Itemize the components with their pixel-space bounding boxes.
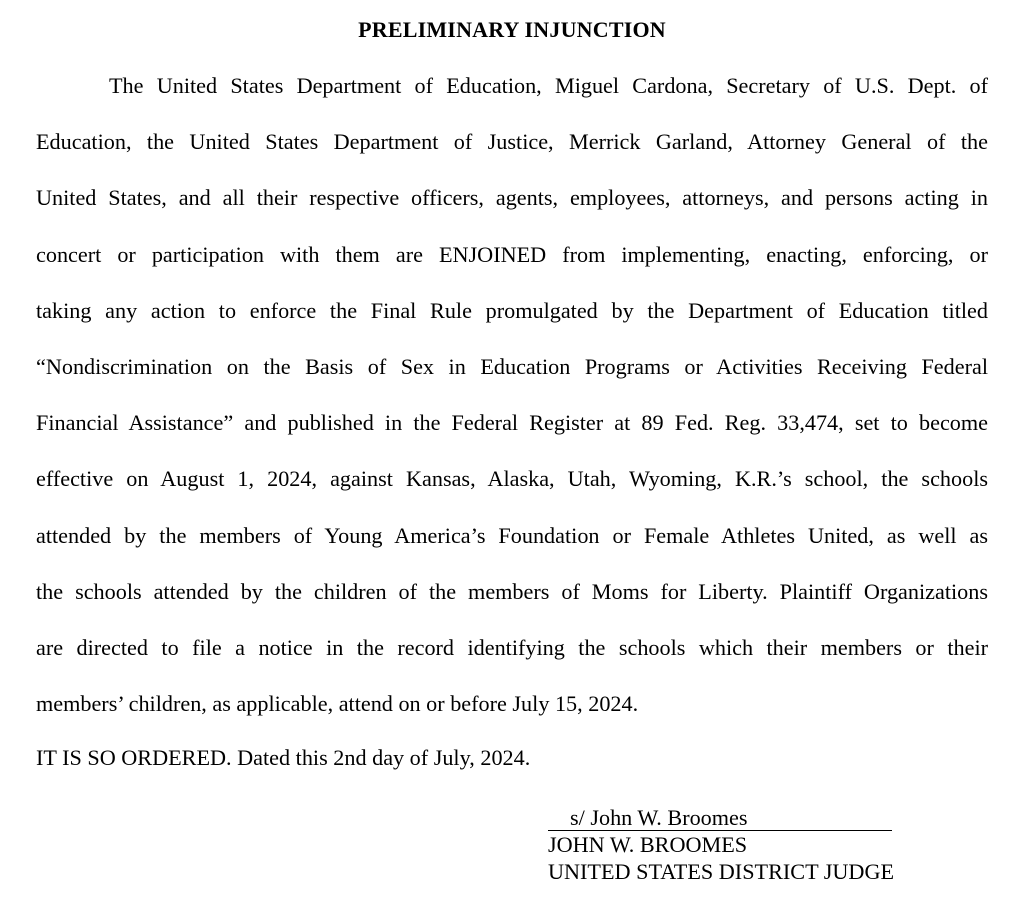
- order-statement: IT IS SO ORDERED. Dated this 2nd day of July, 2024.: [36, 745, 531, 770]
- judge-name: JOHN W. BROOMES: [548, 832, 748, 857]
- paragraph-line: The United States Department of Education, Miguel Cardona, Secretary of U.S. Dept. of: [109, 73, 988, 98]
- injunction-paragraph: [36, 58, 988, 732]
- document-title: PRELIMINARY INJUNCTION: [358, 17, 666, 42]
- paragraph-line: taking any action to enforce the Final Rule promulgated by the Department of Education titled: [36, 297, 988, 323]
- paragraph-line: members’ children, as applicable, attend on or before July 15, 2024.: [36, 691, 639, 717]
- paragraph-line: are directed to file a notice in the record identifying the schools which their members or their: [36, 634, 988, 660]
- paragraph-line: “Nondiscrimination on the Basis of Sex in Education Programs or Activities Receiving Federal: [36, 353, 988, 379]
- signature-line: [548, 804, 892, 831]
- paragraph-line: United States, and all their respective officers, agents, employees, attorneys, and persons acting in: [36, 185, 988, 211]
- paragraph-line: attended by the members of Young America’s Foundation or Female Athletes United, as well as: [36, 522, 988, 548]
- judge-title: UNITED STATES DISTRICT JUDGE: [548, 859, 895, 884]
- paragraph-line: Education, the United States Department of Justice, Merrick Garland, Attorney General of the: [36, 129, 988, 155]
- paragraph-line: the schools attended by the children of the members of Moms for Liberty. Plaintiff Organizations: [36, 578, 988, 604]
- paragraph-line: concert or participation with them are ENJOINED from implementing, enacting, enforcing, or: [36, 241, 988, 267]
- paragraph-line: Financial Assistance” and published in the Federal Register at 89 Fed. Reg. 33,474, set to become: [36, 410, 988, 436]
- electronic-signature: s/ John W. Broomes: [570, 805, 748, 830]
- paragraph-line: effective on August 1, 2024, against Kansas, Alaska, Utah, Wyoming, K.R.’s school, the schools: [36, 466, 988, 492]
- signature-block: [548, 804, 948, 885]
